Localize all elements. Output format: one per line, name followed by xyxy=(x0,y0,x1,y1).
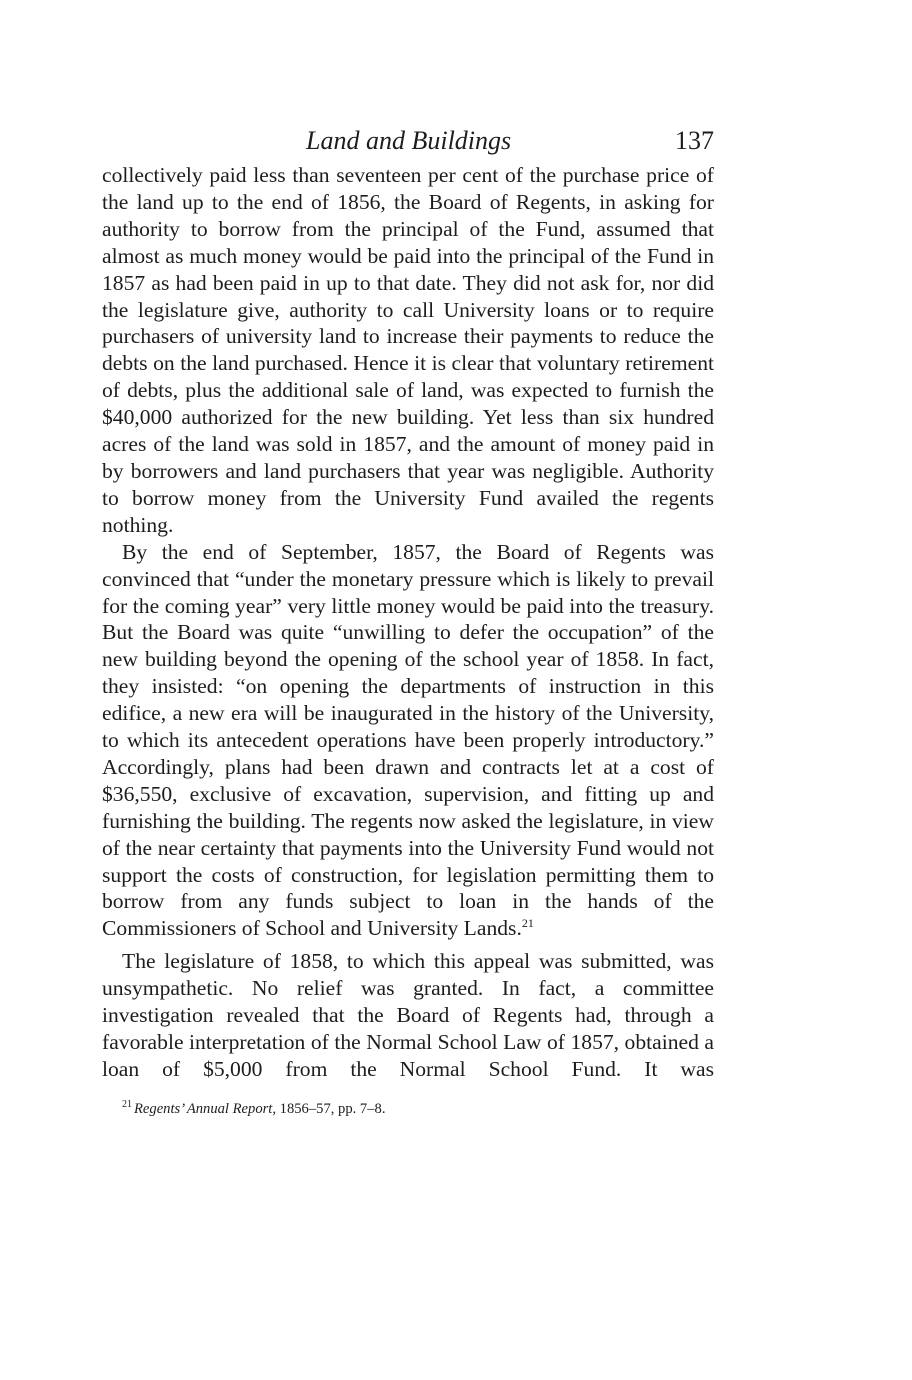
body-text xyxy=(102,162,714,1083)
footnote-detail: 1856–57, pp. 7–8. xyxy=(279,1100,386,1117)
running-head xyxy=(102,122,714,162)
paragraph-3-text: The legislature of 1858, to which this appeal was submitted, was unsympathetic. No relief was granted. In fact, a committee investigation revealed that the Board of Regents had, through a favorable interpretation of the Normal School Law of 1857, obtained a loan of $5,000 from the Normal School Fund. It was xyxy=(102,949,714,1081)
running-title: Land and Buildings xyxy=(306,126,512,155)
page-number: 137 xyxy=(675,126,714,155)
paragraph-2 xyxy=(102,539,714,943)
paragraph-1-text: collectively paid less than seventeen per cent of the purchase price of the land up to the end of 1856, the Board of Regents, in asking for authority to borrow from the principal of the Fund, assumed that almost as much money would be paid into the principal of the Fund in 1857 as had been paid in up to that date. They did not ask for, nor did the legislature give, authority to call University loans or to require purchasers of university land to increase their payments to reduce the debts on the land purchased. Hence it is clear that voluntary retirement of debts, plus the additional sale of land, was expected to furnish the $40,000 authorized for the new building. Yet less than six hundred acres of the land was sold in 1857, and the amount of money paid in by borrowers and land purchasers that year was negligible. Authority to borrow money from the University Fund availed the regents nothing. xyxy=(102,163,714,537)
footnote-reference: 21 xyxy=(521,916,534,931)
paragraph-1 xyxy=(102,162,714,539)
paragraph-2-text: By the end of September, 1857, the Board of Regents was convinced that “under the monetary pressure which is likely to prevail for the coming year” very little money would be paid into the treasury. But the Board was quite “unwilling to defer the occupation” of the new building beyond the opening of the school year of 1858. In fact, they insisted: “on opening the departments of instruction in this edifice, a new era will be inaugurated in the history of the University, to which its antecedent operations have been properly introductory.” Accordingly, plans had been drawn and contracts let at a cost of $36,550, exclusive of excavation, supervision, and fitting up and furnishing the building. The regents now asked the legislature, in view of the near certainty that payments into the University Fund would not support the costs of construction, for legislation permitting them to borrow from any funds subject to loan in the hands of the Commissioners of School and University Lands. xyxy=(102,539,714,941)
footnote-source: Regents’ Annual Report, xyxy=(134,1100,276,1117)
footnote-mark: 21 xyxy=(122,1098,132,1110)
paragraph-3 xyxy=(102,948,714,1083)
book-page xyxy=(102,122,714,1119)
footnote xyxy=(102,1099,714,1119)
